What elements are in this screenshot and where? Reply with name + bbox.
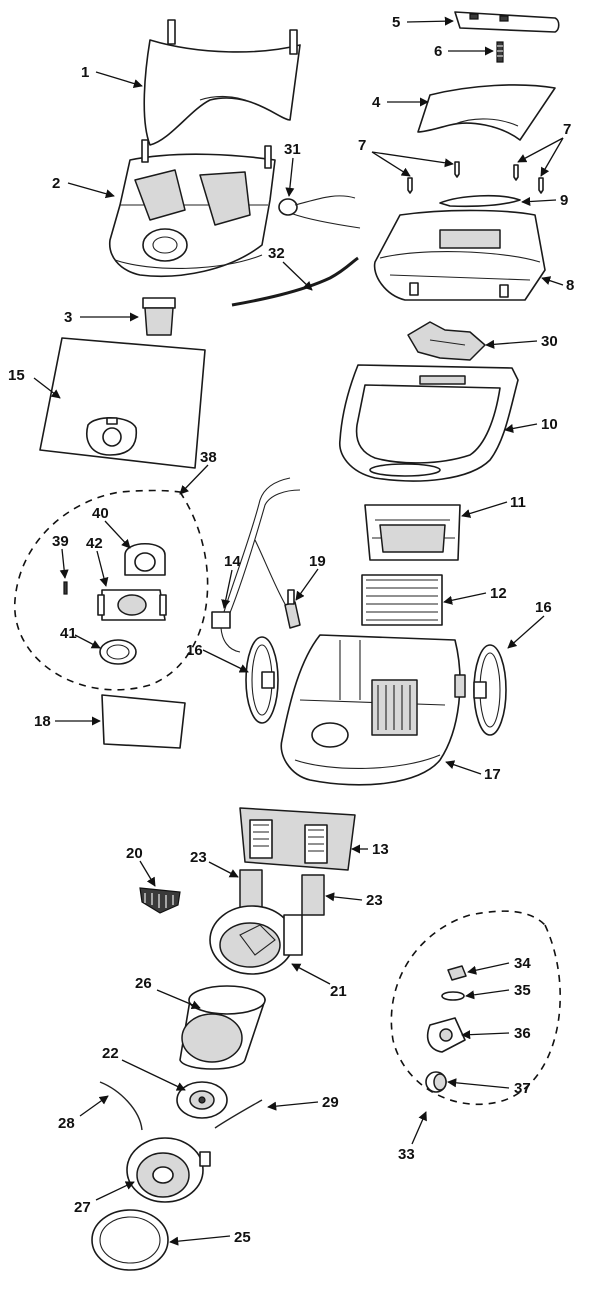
part-28-wire: [100, 1082, 142, 1130]
callout-2: 2: [52, 175, 61, 192]
callout-40: 40: [92, 505, 109, 522]
callout-1: 1: [81, 64, 90, 81]
callout-16-right: 16: [535, 599, 552, 616]
part-26-motor-cylinder: [180, 986, 265, 1069]
callout-21: 21: [330, 983, 347, 1000]
part-8-lid-frame: [375, 210, 545, 300]
part-32-power-cord: [232, 258, 358, 305]
part-25-ring: [92, 1210, 168, 1270]
callout-4: 4: [372, 94, 381, 111]
callout-35: 35: [514, 982, 531, 999]
part-18-pad: [102, 695, 185, 748]
callout-42: 42: [86, 535, 103, 552]
callout-18: 18: [34, 713, 51, 730]
part-40-seal-plate: [125, 544, 165, 575]
callout-29: 29: [322, 1094, 339, 1111]
callout-10: 10: [541, 416, 558, 433]
callout-19: 19: [309, 553, 326, 570]
callout-27: 27: [74, 1199, 91, 1216]
part-15-dust-bag: [40, 338, 205, 468]
part-17-base-housing: [281, 635, 465, 785]
callout-14: 14: [224, 553, 241, 570]
callout-26: 26: [135, 975, 152, 992]
part-22-fan: [177, 1082, 227, 1118]
callout-23-right: 23: [366, 892, 383, 909]
callout-11: 11: [510, 494, 526, 511]
part-10-front-frame: [340, 365, 518, 481]
part-21-motor-housing: [210, 906, 302, 974]
part-12-hepa-filter: [362, 575, 442, 625]
part-27-motor: [127, 1138, 210, 1202]
callout-16-left: 16: [186, 642, 203, 659]
callout-20: 20: [126, 845, 143, 862]
part-7-screws: [408, 162, 543, 193]
callout-8: 8: [566, 277, 575, 294]
callout-33: 33: [398, 1146, 415, 1163]
part-30-bracket: [408, 322, 485, 360]
callout-39: 39: [52, 533, 69, 550]
callout-37: 37: [514, 1080, 531, 1097]
part-42-bag-collar: [98, 590, 166, 620]
part-19-wire-connector: [285, 590, 300, 628]
callout-7-left: 7: [358, 137, 367, 154]
part-3-bag-holder: [143, 298, 175, 335]
part-34-clip: [448, 966, 466, 980]
part-16-wheel-left: [246, 637, 278, 723]
part-11-filter-frame: [365, 505, 460, 560]
callout-41: 41: [60, 625, 77, 642]
part-31-cord-plug: [279, 196, 360, 228]
callout-17: 17: [484, 766, 501, 783]
part-23-filter-pad-left: [240, 870, 262, 910]
callout-31: 31: [284, 141, 301, 158]
callout-7-right: 7: [563, 121, 572, 138]
part-2-housing-upper: [110, 140, 275, 276]
part-1-top-cover: [144, 20, 300, 145]
callout-30: 30: [541, 333, 558, 350]
part-16-wheel-right: [474, 645, 506, 735]
callout-38: 38: [200, 449, 217, 466]
part-39-pin: [64, 582, 67, 594]
part-37-cap: [426, 1072, 446, 1092]
callout-25: 25: [234, 1229, 251, 1246]
callout-5: 5: [392, 14, 401, 31]
callout-32: 32: [268, 245, 285, 262]
callout-22: 22: [102, 1045, 119, 1062]
callout-34: 34: [514, 955, 531, 972]
callout-9: 9: [560, 192, 569, 209]
callout-23-left: 23: [190, 849, 207, 866]
part-6-spring: [497, 42, 503, 62]
part-5-handle-cover: [455, 12, 559, 32]
part-23-filter-pad-right: [302, 875, 324, 915]
callout-3: 3: [64, 309, 73, 326]
part-35-o-ring: [442, 992, 464, 1000]
part-4-upper-lid: [418, 85, 555, 140]
group-outline-33: [391, 911, 560, 1104]
part-9-button: [440, 196, 520, 207]
callout-6: 6: [434, 43, 443, 60]
part-20-brush: [140, 888, 180, 913]
callout-28: 28: [58, 1115, 75, 1132]
part-41-seal-ring: [100, 640, 136, 664]
callout-15: 15: [8, 367, 25, 384]
part-14-switch: [212, 612, 240, 652]
part-13-exhaust-filter: [240, 808, 355, 870]
part-36-valve-plate: [428, 1018, 465, 1052]
callout-12: 12: [490, 585, 507, 602]
callout-36: 36: [514, 1025, 531, 1042]
callout-13: 13: [372, 841, 389, 858]
